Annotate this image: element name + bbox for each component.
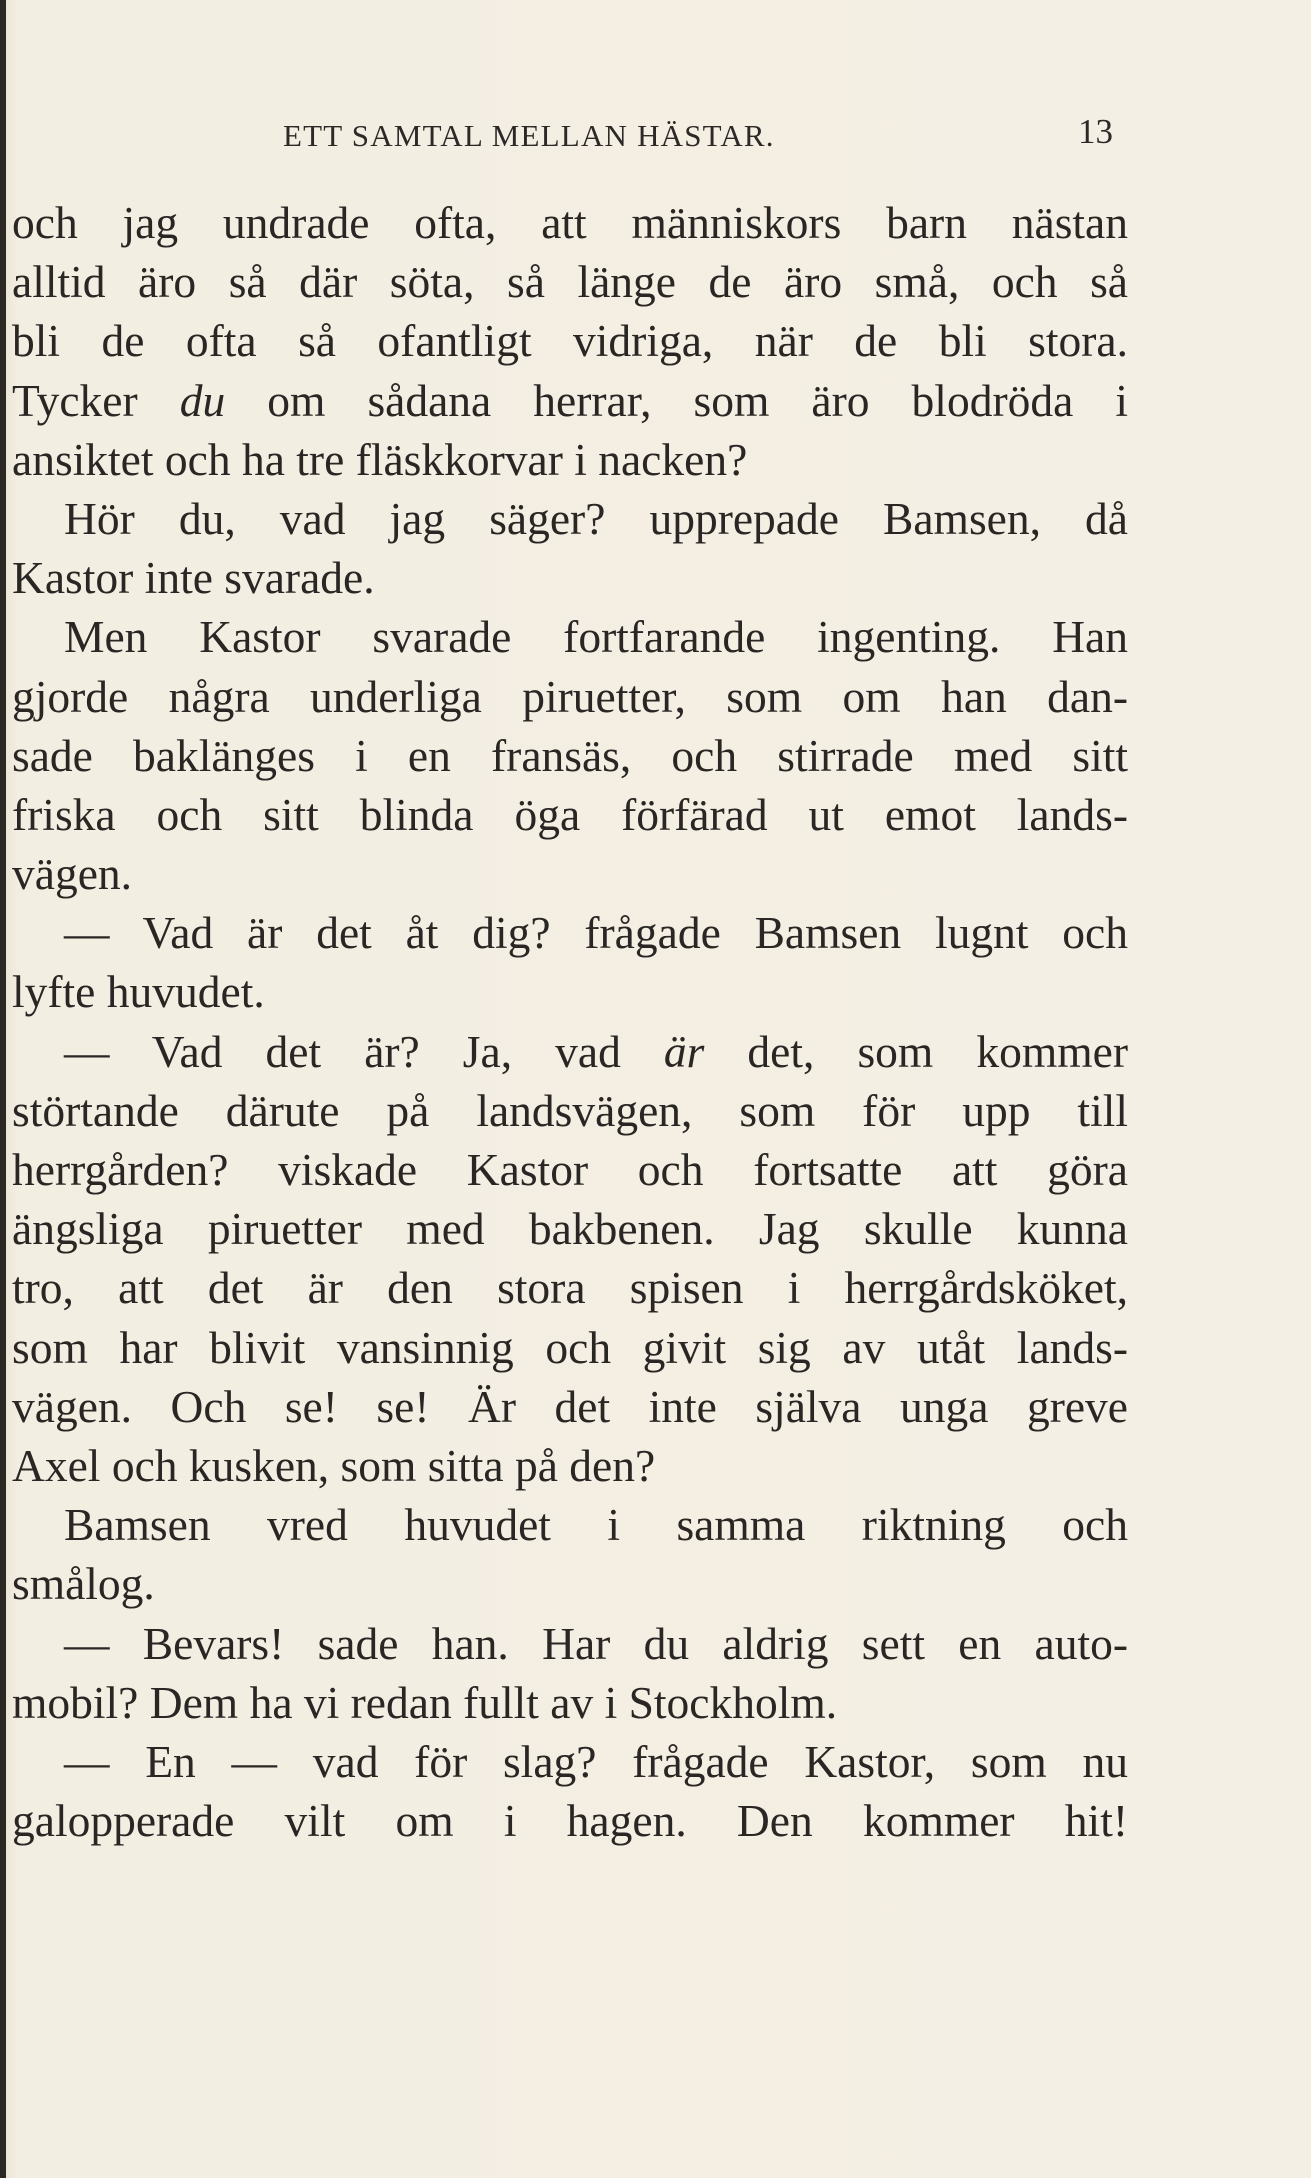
- running-head: ETT SAMTAL MELLAN HÄSTAR.: [283, 118, 775, 153]
- italic-word: du: [179, 374, 226, 426]
- text-line: — Bevars! sade han. Har du aldrig sett en auto-: [64, 1617, 1128, 1669]
- text-run: om sådana herrar, som äro blodröda i: [225, 374, 1128, 426]
- text-line: tro, att det är den stora spisen i herrgårdsköket,: [12, 1262, 1128, 1314]
- text-line: [12, 371, 1128, 430]
- italic-word: är: [663, 1025, 705, 1077]
- text-line: sade baklänges i en fransäs, och stirrade med sitt: [12, 729, 1128, 781]
- text-run: Tycker: [12, 374, 180, 426]
- text-line: friska och sitt blinda öga förfärad ut emot lands-: [12, 788, 1128, 840]
- text-line: smålog.: [12, 1558, 155, 1610]
- text-line: mobil? Dem ha vi redan fullt av i Stockholm.: [12, 1676, 838, 1728]
- text-line: Kastor inte svarade.: [12, 552, 375, 604]
- text-line: ansiktet och ha tre fläskkorvar i nacken?: [12, 433, 748, 485]
- text-line: herrgården? viskade Kastor och fortsatte att göra: [12, 1144, 1128, 1195]
- text-line: ängsliga piruetter med bakbenen. Jag skulle kunna: [12, 1203, 1128, 1255]
- text-line: [12, 1022, 1128, 1081]
- page-number: 13: [1078, 112, 1113, 151]
- text-line: Hör du, vad jag säger? upprepade Bamsen, då: [64, 492, 1128, 544]
- text-run: det, som kommer: [704, 1025, 1128, 1077]
- text-line: bli de ofta så ofantligt vidriga, när de bli stora.: [12, 315, 1128, 367]
- page-left-edge-shadow: [0, 0, 6, 2178]
- text-line: Bamsen vred huvudet i samma riktning och: [64, 1499, 1128, 1551]
- text-line: och jag undrade ofta, att människors barn nästan: [12, 197, 1128, 248]
- text-line: galopperade vilt om i hagen. Den kommer hit!: [12, 1795, 1128, 1847]
- text-line: — En — vad för slag? frågade Kastor, som nu: [64, 1735, 1128, 1787]
- text-line: alltid äro så där söta, så länge de äro små, och så: [12, 256, 1128, 308]
- text-run: — Vad det är? Ja, vad: [64, 1025, 664, 1077]
- text-line: Axel och kusken, som sitta på den?: [12, 1439, 656, 1491]
- text-line: som har blivit vansinnig och givit sig av utåt lands-: [12, 1321, 1128, 1373]
- text-line: Men Kastor svarade fortfarande ingenting. Han: [64, 611, 1128, 663]
- body-text: [12, 193, 1128, 1850]
- text-line: störtande därute på landsvägen, som för upp till: [12, 1084, 1128, 1136]
- text-line: vägen. Och se! se! Är det inte själva unga greve: [12, 1380, 1128, 1432]
- text-line: — Vad är det åt dig? frågade Bamsen lugnt och: [64, 907, 1128, 959]
- text-line: vägen.: [12, 848, 133, 900]
- text-line: lyfte huvudet.: [12, 966, 265, 1018]
- text-line: gjorde några underliga piruetter, som om han dan-: [12, 670, 1128, 722]
